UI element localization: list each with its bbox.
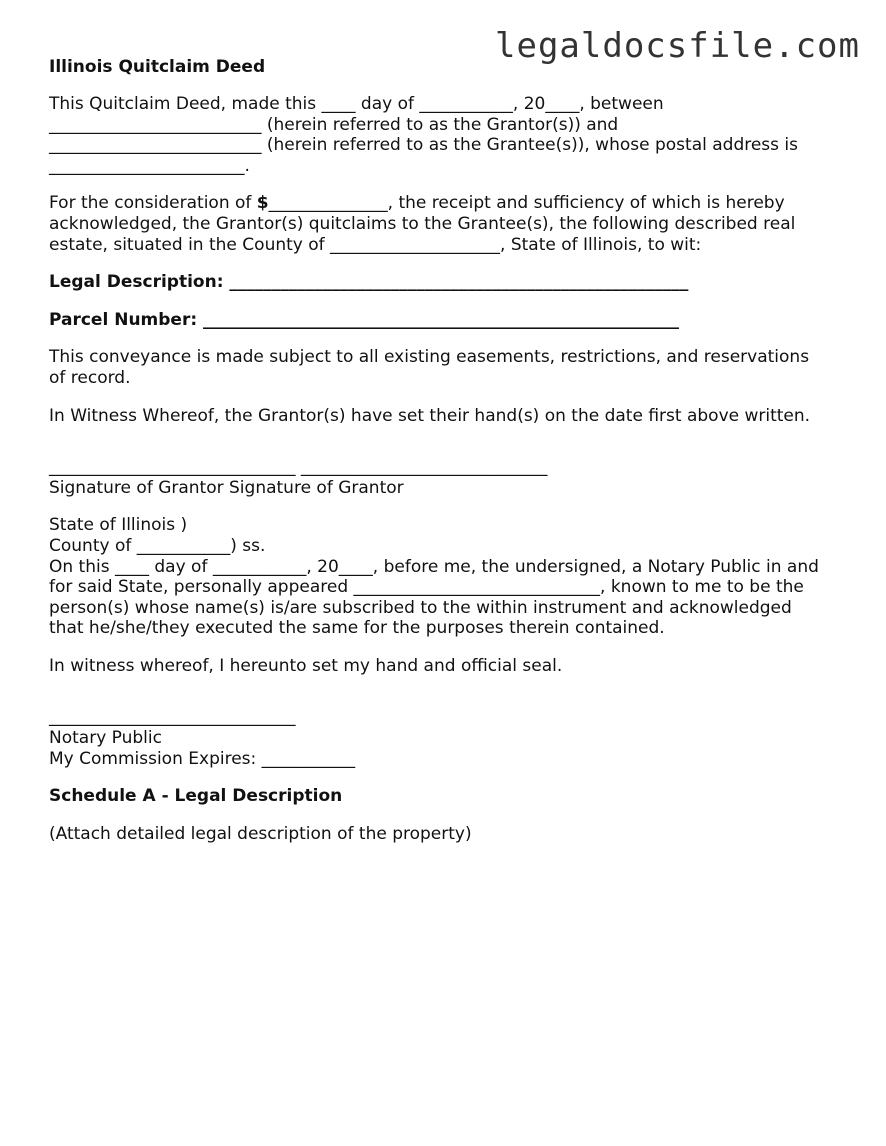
notary-signature-line: _____________________________ <box>49 707 296 728</box>
intro-line: _________________________ (herein referred to as the Grantor(s)) and <box>49 114 619 135</box>
signature-labels: Signature of Grantor Signature of Grantor <box>49 477 404 498</box>
consideration-line: acknowledged, the Grantor(s) quitclaims to the Grantee(s), the following described real <box>49 213 796 234</box>
conveyance-line: This conveyance is made subject to all existing easements, restrictions, and reservations <box>49 347 810 368</box>
conveyance-paragraph <box>49 347 849 388</box>
schedule-a-heading: Schedule A - Legal Description <box>49 786 343 807</box>
watermark-logo: legaldocsfile.com <box>495 26 860 66</box>
intro-line: This Quitclaim Deed, made this ____ day of ___________, 20____, between <box>49 94 664 114</box>
witness-paragraph: In Witness Whereof, the Grantor(s) have set their hand(s) on the date first above written. <box>49 405 811 426</box>
consideration-line: estate, situated in the County of ____________________, State of Illinois, to wit: <box>49 234 702 255</box>
consideration-text: For the consideration of <box>49 193 257 214</box>
document-body <box>49 57 849 861</box>
seal-paragraph: In witness whereof, I hereunto set my hand and official seal. <box>49 655 563 676</box>
notary-line: that he/she/they executed the same for the purposes therein contained. <box>49 618 665 639</box>
intro-line: _______________________. <box>49 155 250 176</box>
notary-acknowledgment <box>49 515 849 639</box>
grantor-signature-block <box>49 457 849 498</box>
notary-county: County of ___________) ss. <box>49 535 266 556</box>
intro-paragraph <box>49 94 849 176</box>
signature-lines: _____________________________ _____________________________ <box>49 457 548 478</box>
notary-public-label: Notary Public <box>49 728 162 749</box>
parcel-number-field: Parcel Number: ________________________________________________________ <box>49 309 680 330</box>
dollar-sign: $ <box>256 193 269 214</box>
notary-line: On this ____ day of ___________, 20____, before me, the undersigned, a Notary Public in and <box>49 556 819 577</box>
notary-state: State of Illinois ) <box>49 515 188 536</box>
intro-line: _________________________ (herein referred to as the Grantee(s)), whose postal address is <box>49 135 799 156</box>
commission-expires: My Commission Expires: ___________ <box>49 748 356 769</box>
notary-line: for said State, personally appeared _____________________________, known to me to be the <box>49 577 804 598</box>
consideration-text: ______________, the receipt and sufficiency of which is hereby <box>268 193 785 214</box>
notary-signature-block <box>49 707 849 769</box>
consideration-paragraph <box>49 193 849 255</box>
document-title: Illinois Quitclaim Deed <box>49 57 266 77</box>
consideration-line <box>49 193 849 214</box>
legal-description-field: Legal Description: ______________________________________________________ <box>49 272 689 293</box>
conveyance-line: of record. <box>49 367 131 388</box>
schedule-a-note: (Attach detailed legal description of the property) <box>49 823 472 844</box>
notary-line: person(s) whose name(s) is/are subscribed to the within instrument and acknowledged <box>49 597 792 618</box>
